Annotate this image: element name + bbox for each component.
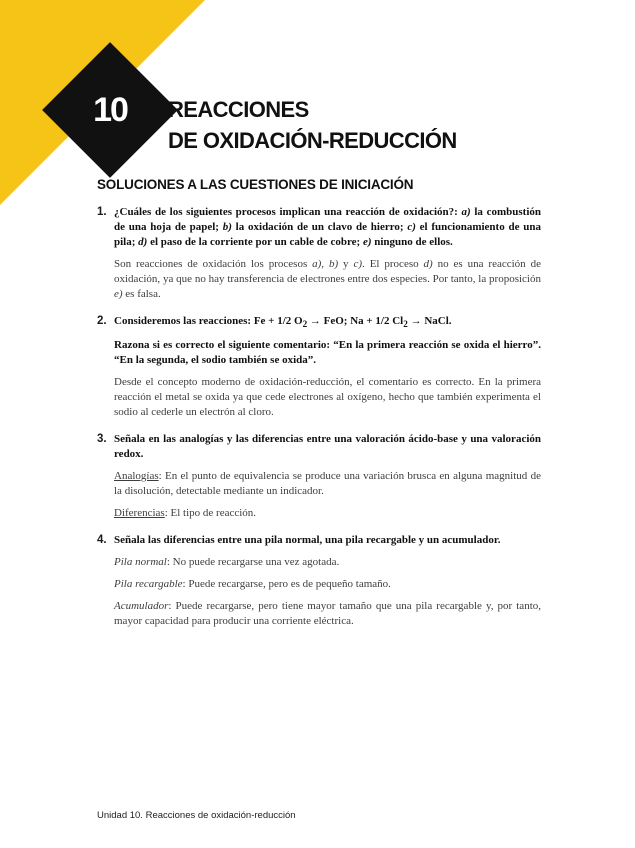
section-heading: SOLUCIONES A LAS CUESTIONES DE INICIACIÓN [97, 177, 414, 192]
chapter-title-line-1: REACCIONES [168, 97, 309, 122]
question-item [97, 432, 541, 521]
question-text: ¿Cuáles de los siguientes procesos implican una reacción de oxidación?: a) la combustión de una hoja de papel; b) la oxidación de un clavo de hierro; c) el funcionamiento de una pila; d) el paso de la corriente por un cable de cobre; e) ninguno de ellos. [114, 206, 541, 248]
answer-text: Analogías: En el punto de equivalencia se produce una variación brusca en alguna magnitud de la disolución, detectable mediante un indicador. [114, 470, 541, 498]
question-text: Señala las diferencias entre una pila normal, una pila recargable y un acumulador. [114, 534, 501, 547]
questions-list [97, 205, 541, 641]
question-number: 1. [97, 206, 107, 218]
question-item [97, 533, 541, 629]
question-number: 4. [97, 534, 107, 547]
question-number: 3. [97, 433, 107, 446]
question-text: Consideremos las reacciones: Fe + 1/2 $O_2$ → FeO; Na + 1/2 $Cl_2$ → NaCl. [114, 315, 452, 330]
answer-text: Acumulador: Puede recargarse, pero tiene mayor tamaño que una pila recargable y, por tanto, mayor capacidad para producir una corriente eléctrica. [114, 600, 541, 628]
answer-text: Diferencias: El tipo de reacción. [114, 507, 257, 520]
answer-text: Pila normal: No puede recargarse una vez agotada. [114, 556, 340, 569]
chapter-title-line-2: DE OXIDACIÓN-REDUCCIÓN [168, 128, 457, 153]
chapter-title [168, 94, 457, 156]
question-item [97, 314, 541, 420]
chapter-number: 10 [93, 90, 127, 129]
answer-text: Pila recargable: Puede recargarse, pero es de pequeño tamaño. [114, 578, 391, 591]
answer-text: Son reacciones de oxidación los procesos a), b) y c). El proceso d) no es una reacción de oxidación, ya que no hay transferencia de electrones entre dos especies. Por tanto, la proposición e) es falsa. [114, 258, 541, 300]
question-text: Señala en las analogías y las diferencias entre una valoración ácido-base y una valoración redox. [114, 433, 541, 461]
page-footer: Unidad 10. Reacciones de oxidación-reducción [97, 810, 296, 821]
question-item [97, 205, 541, 302]
question-subtext: Razona si es correcto el siguiente comentario: “En la primera reacción se oxida el hierro”. “En la segunda, el sodio también se oxida”. [114, 339, 541, 367]
question-number: 2. [97, 315, 107, 327]
answer-text: Desde el concepto moderno de oxidación-reducción, el comentario es correcto. En la primera reacción el metal se oxida ya que cede electrones al oxígeno, hecho que también experimenta el sodio al cederle un electrón al cloro. [114, 376, 541, 419]
